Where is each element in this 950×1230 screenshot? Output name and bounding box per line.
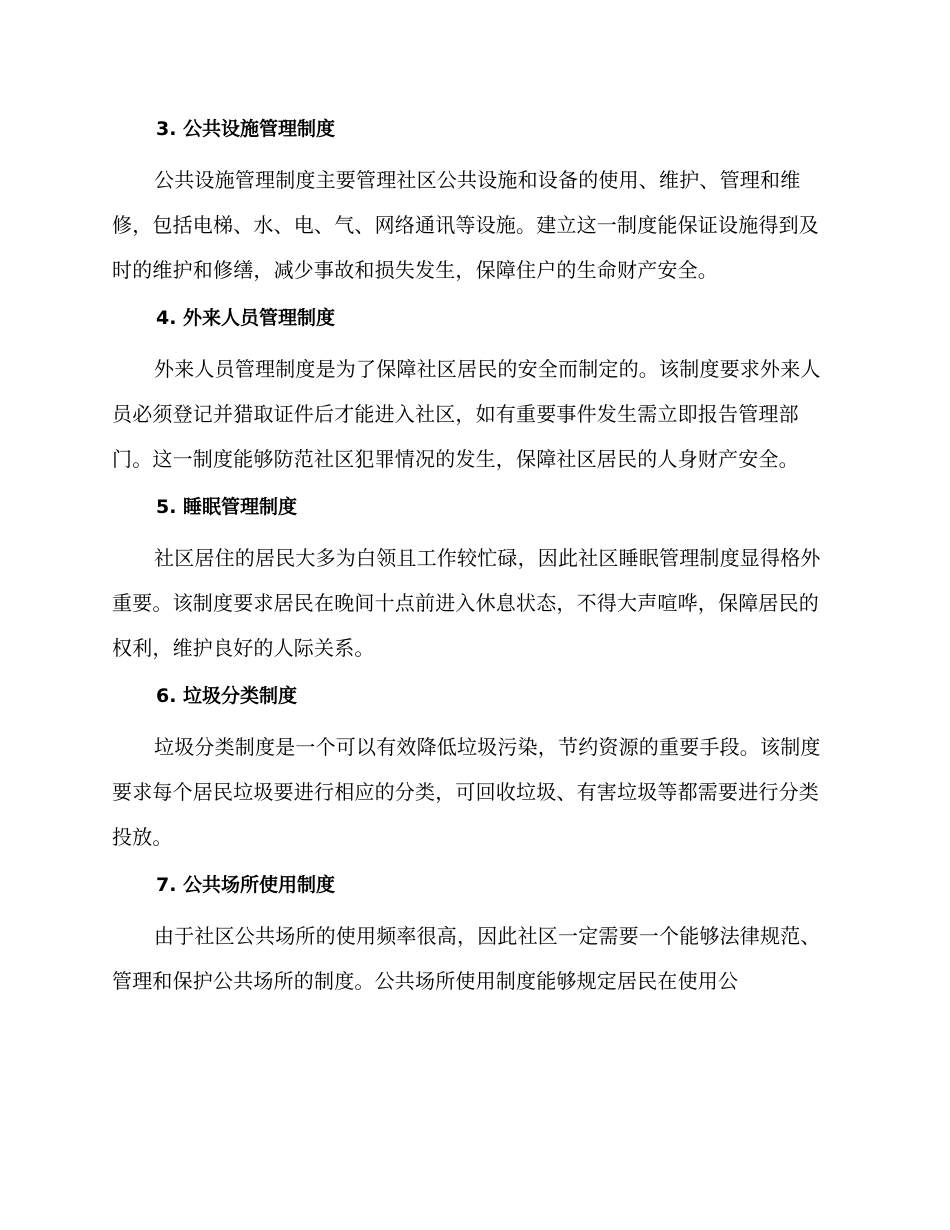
section-paragraph: 外来人员管理制度是为了保障社区居民的安全而制定的。该制度要求外来人员必须登记并猎取证件后才能进入社区，如有重要事件发生需立即报告管理部门。这一制度能够防范社区犯罪情况的发生，保障社区居民的人身财产安全。 xyxy=(112,357,821,471)
section-paragraph: 社区居住的居民大多为白领且工作较忙碌，因此社区睡眠管理制度显得格外重要。该制度要求居民在晚间十点前进入休息状态，不得大声喧哗，保障居民的权利，维护良好的人际关系。 xyxy=(112,546,821,660)
document-page xyxy=(112,112,828,1012)
section-heading: 4. 外来人员管理制度 xyxy=(156,307,336,329)
section-paragraph: 公共设施管理制度主要管理社区公共设施和设备的使用、维护、管理和维修，包括电梯、水、电、气、网络通讯等设施。建立这一制度能保证设施得到及时的维护和修缮，减少事故和损失发生，保障住户的生命财产安全。 xyxy=(112,168,819,282)
section-heading: 7. 公共场所使用制度 xyxy=(156,874,336,896)
section-heading: 6. 垃圾分类制度 xyxy=(156,685,298,707)
section-heading: 5. 睡眠管理制度 xyxy=(156,496,298,518)
section-paragraph: 垃圾分类制度是一个可以有效降低垃圾污染，节约资源的重要手段。该制度要求每个居民垃圾要进行相应的分类，可回收垃圾、有害垃圾等都需要进行分类投放。 xyxy=(112,735,821,849)
section-heading: 3. 公共设施管理制度 xyxy=(156,118,336,140)
section-paragraph: 由于社区公共场所的使用频率很高，因此社区一定需要一个能够法律规范、管理和保护公共场所的制度。公共场所使用制度能够规定居民在使用公 xyxy=(112,924,821,993)
